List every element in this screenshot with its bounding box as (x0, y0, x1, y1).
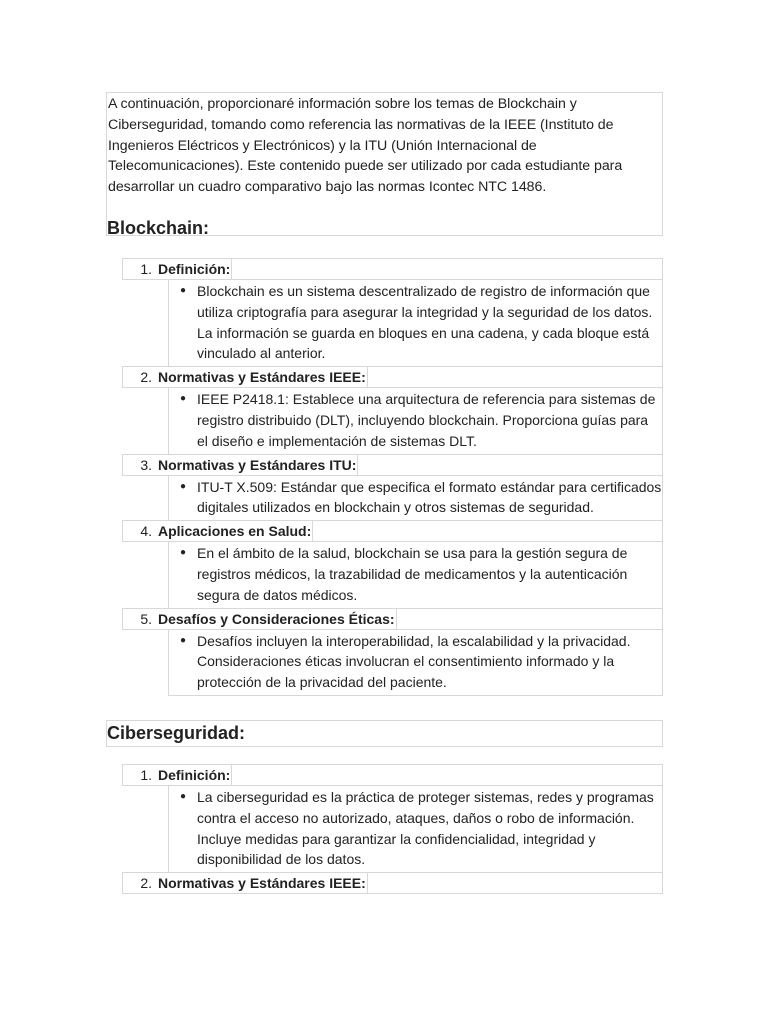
section-heading-ciberseguridad: Ciberseguridad: (107, 723, 246, 743)
ciberseguridad-heading-box (106, 720, 663, 747)
intro-block (106, 92, 663, 236)
bullet-text: IEEE P2418.1: Establece una arquitectura de referencia para sistemas de registro distribuido (DLT), incluyendo blockchain. Proporciona guías para el diseño e implementación de sistemas DLT. (197, 391, 656, 449)
item-number: 2. (140, 875, 152, 892)
item-title: Normativas y Estándares ITU: (158, 456, 357, 473)
item-number: 5. (140, 610, 152, 627)
list-item-bullet (168, 542, 663, 608)
bullet-text: En el ámbito de la salud, blockchain se usa para la gestión segura de registros médicos, la trazabilidad de medicamentos y la autenticación segura de datos médicos. (197, 545, 628, 603)
bullet-icon: ● (179, 480, 187, 492)
list-item-heading (122, 454, 663, 476)
list-item-bullet (168, 476, 663, 522)
section-heading-blockchain: Blockchain: (107, 218, 210, 238)
bullet-text: ITU-T X.509: Estándar que especifica el formato estándar para certificados digitales utilizados en blockchain y otros sistemas de seguridad. (197, 478, 662, 516)
item-number: 1. (140, 767, 152, 783)
item-number: 1. (140, 261, 152, 277)
list-item-bullet (168, 786, 663, 873)
item-title: Normativas y Estándares IEEE: (158, 875, 366, 892)
bullet-icon: ● (179, 393, 187, 405)
item-title: Desafíos y Consideraciones Éticas: (158, 610, 395, 627)
item-title: Aplicaciones en Salud: (158, 523, 312, 540)
list-item-heading (122, 608, 663, 630)
bullet-icon: ● (179, 791, 187, 802)
blockchain-list (122, 259, 663, 696)
item-title: Normativas y Estándares IEEE: (158, 369, 366, 386)
item-number: 3. (140, 456, 152, 473)
item-title: Definición: (158, 261, 231, 277)
ciberseguridad-list (122, 765, 663, 894)
list-item-heading (122, 520, 663, 542)
list-item-heading (122, 764, 663, 786)
list-item-bullet (168, 388, 663, 454)
item-number: 2. (140, 369, 152, 386)
list-item-bullet (168, 630, 663, 696)
bullet-text: Desafíos incluyen la interoperabilidad, la escalabilidad y la privacidad. Consideraciones éticas involucran el consentimiento informado y la protección de la privacidad del paciente. (197, 632, 631, 691)
document-page (106, 92, 663, 236)
item-number: 4. (140, 523, 152, 540)
list-item-bullet (168, 280, 663, 367)
list-item-heading (122, 872, 663, 894)
bullet-text: La ciberseguridad es la práctica de proteger sistemas, redes y programas contra el acceso no autorizado, ataques, daños o robo de información. Incluye medidas para garantizar la confidencialidad, integridad y disponibilidad de los datos. (197, 789, 654, 868)
bullet-icon: ● (179, 285, 187, 296)
list-item-heading (122, 366, 663, 388)
bullet-icon: ● (179, 634, 187, 646)
bullet-icon: ● (179, 547, 187, 559)
intro-paragraph: A continuación, proporcionaré información sobre los temas de Blockchain y Ciberseguridad, tomando como referencia las normativas de la IEEE (Instituto de Ingenieros Eléctricos y Electrónicos) y la ITU (Unión Internacional de Telecomunicaciones). Este contenido puede ser utilizado por cada estudiante para desarrollar un cuadro comparativo bajo las normas Icontec NTC 1486. (108, 96, 623, 196)
item-title: Definición: (158, 767, 231, 783)
bullet-text: Blockchain es un sistema descentralizado de registro de información que utiliza criptografía para asegurar la integridad y la seguridad de los datos. La información se guarda en bloques en una cadena, y cada bloque está vinculado al anterior. (197, 283, 653, 362)
list-item-heading (122, 258, 663, 280)
